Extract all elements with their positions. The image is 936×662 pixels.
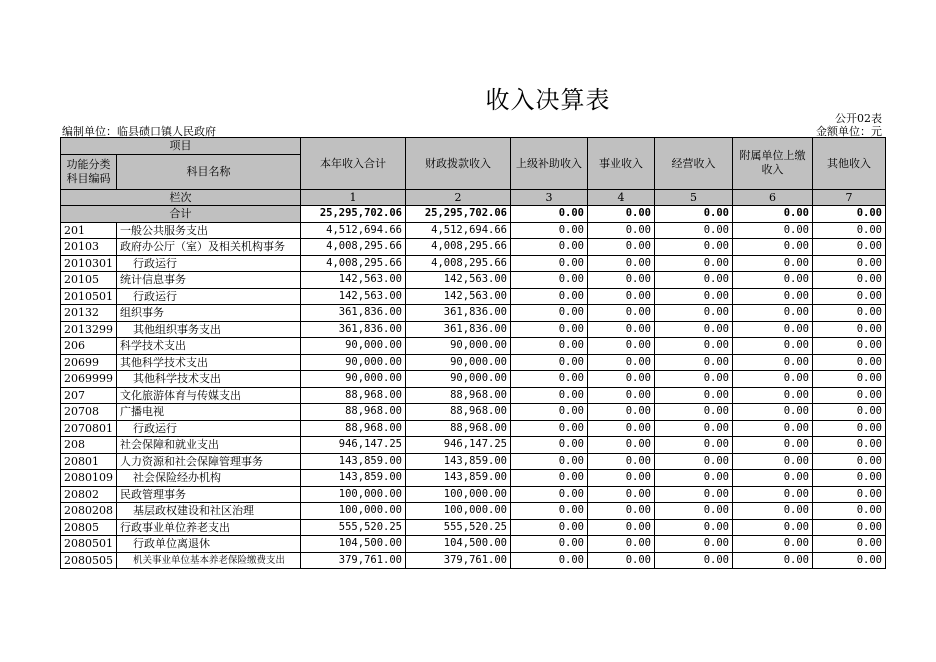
header-item: 项目	[61, 138, 301, 155]
row-value: 100,000.00	[301, 486, 406, 503]
row-code: 2080208	[61, 503, 117, 520]
row-value: 555,520.25	[406, 519, 511, 536]
row-value: 0.00	[511, 338, 588, 355]
row-value: 0.00	[655, 321, 733, 338]
row-value: 0.00	[655, 387, 733, 404]
row-value: 88,968.00	[301, 404, 406, 421]
table-row	[61, 272, 886, 289]
row-value: 0.00	[588, 404, 655, 421]
row-value: 0.00	[588, 453, 655, 470]
row-value: 0.00	[655, 437, 733, 454]
total-value: 0.00	[655, 206, 733, 223]
total-value: 0.00	[813, 206, 886, 223]
row-value: 0.00	[813, 239, 886, 256]
table-row	[61, 239, 886, 256]
row-value: 0.00	[733, 338, 813, 355]
row-value: 0.00	[813, 288, 886, 305]
row-name: 机关事业单位基本养老保险缴费支出	[117, 552, 301, 569]
row-value: 0.00	[655, 255, 733, 272]
row-value: 0.00	[588, 420, 655, 437]
row-name: 社会保障和就业支出	[117, 437, 301, 454]
header-affiliated: 附属单位上缴收入	[733, 138, 813, 190]
column-index: 7	[813, 189, 886, 206]
row-code: 207	[61, 387, 117, 404]
row-value: 142,563.00	[301, 272, 406, 289]
row-value: 100,000.00	[406, 503, 511, 520]
total-value: 0.00	[511, 206, 588, 223]
table-row	[61, 222, 886, 239]
row-code: 2010301	[61, 255, 117, 272]
row-value: 0.00	[655, 371, 733, 388]
row-value: 361,836.00	[406, 305, 511, 322]
row-name: 其他组织事务支出	[117, 321, 301, 338]
row-value: 0.00	[733, 354, 813, 371]
row-value: 0.00	[655, 486, 733, 503]
row-value: 0.00	[511, 272, 588, 289]
header-fiscal: 财政拨款收入	[406, 138, 511, 190]
row-value: 0.00	[733, 255, 813, 272]
row-value: 0.00	[733, 503, 813, 520]
row-value: 88,968.00	[406, 420, 511, 437]
row-value: 0.00	[511, 552, 588, 569]
row-value: 90,000.00	[406, 338, 511, 355]
row-value: 0.00	[655, 272, 733, 289]
row-value: 0.00	[733, 420, 813, 437]
row-value: 0.00	[655, 239, 733, 256]
row-value: 88,968.00	[301, 387, 406, 404]
column-index: 5	[655, 189, 733, 206]
row-value: 0.00	[511, 255, 588, 272]
row-code: 208	[61, 437, 117, 454]
row-value: 0.00	[511, 453, 588, 470]
row-value: 0.00	[588, 305, 655, 322]
table-row	[61, 387, 886, 404]
row-code: 2069999	[61, 371, 117, 388]
row-value: 0.00	[733, 305, 813, 322]
row-value: 0.00	[813, 387, 886, 404]
total-value: 0.00	[733, 206, 813, 223]
row-value: 0.00	[511, 239, 588, 256]
row-value: 0.00	[588, 371, 655, 388]
row-value: 0.00	[813, 404, 886, 421]
row-value: 0.00	[588, 338, 655, 355]
row-code: 2080109	[61, 470, 117, 487]
column-index: 2	[406, 189, 511, 206]
row-value: 0.00	[588, 519, 655, 536]
header-total: 本年收入合计	[301, 138, 406, 190]
row-value: 0.00	[655, 470, 733, 487]
row-name: 广播电视	[117, 404, 301, 421]
header-operating: 经营收入	[655, 138, 733, 190]
row-name: 行政事业单位养老支出	[117, 519, 301, 536]
table-row	[61, 321, 886, 338]
row-value: 0.00	[588, 255, 655, 272]
row-value: 90,000.00	[406, 371, 511, 388]
row-value: 0.00	[511, 354, 588, 371]
column-index: 1	[301, 189, 406, 206]
row-value: 0.00	[511, 222, 588, 239]
row-value: 0.00	[588, 239, 655, 256]
row-value: 0.00	[733, 437, 813, 454]
row-name: 行政单位离退休	[117, 536, 301, 553]
row-value: 0.00	[511, 371, 588, 388]
row-value: 0.00	[813, 486, 886, 503]
row-value: 88,968.00	[406, 387, 511, 404]
row-name: 民政管理事务	[117, 486, 301, 503]
row-code: 20103	[61, 239, 117, 256]
row-value: 0.00	[588, 503, 655, 520]
total-value: 0.00	[588, 206, 655, 223]
row-value: 90,000.00	[301, 338, 406, 355]
row-value: 0.00	[588, 288, 655, 305]
row-value: 0.00	[813, 354, 886, 371]
row-value: 142,563.00	[301, 288, 406, 305]
row-value: 0.00	[655, 404, 733, 421]
row-value: 143,859.00	[301, 453, 406, 470]
row-value: 0.00	[733, 321, 813, 338]
row-name: 其他科学技术支出	[117, 354, 301, 371]
column-index: 4	[588, 189, 655, 206]
row-code: 20802	[61, 486, 117, 503]
row-value: 0.00	[588, 354, 655, 371]
row-value: 4,008,295.66	[406, 255, 511, 272]
row-code: 2013299	[61, 321, 117, 338]
row-value: 379,761.00	[301, 552, 406, 569]
row-value: 88,968.00	[406, 404, 511, 421]
row-value: 0.00	[733, 387, 813, 404]
row-code: 201	[61, 222, 117, 239]
row-value: 361,836.00	[301, 305, 406, 322]
row-name: 政府办公厅（室）及相关机构事务	[117, 239, 301, 256]
total-label: 合计	[61, 206, 301, 223]
table-row	[61, 552, 886, 569]
row-code: 206	[61, 338, 117, 355]
row-value: 0.00	[733, 552, 813, 569]
row-code: 2010501	[61, 288, 117, 305]
row-value: 0.00	[733, 536, 813, 553]
row-value: 0.00	[813, 536, 886, 553]
row-name: 基层政权建设和社区治理	[117, 503, 301, 520]
row-value: 0.00	[655, 420, 733, 437]
row-value: 0.00	[655, 503, 733, 520]
table-row	[61, 371, 886, 388]
row-value: 0.00	[813, 255, 886, 272]
table-row	[61, 437, 886, 454]
row-name: 一般公共服务支出	[117, 222, 301, 239]
row-value: 0.00	[813, 222, 886, 239]
row-value: 0.00	[588, 437, 655, 454]
row-code: 2080501	[61, 536, 117, 553]
row-value: 90,000.00	[301, 354, 406, 371]
table-row	[61, 470, 886, 487]
column-index: 6	[733, 189, 813, 206]
row-value: 0.00	[588, 552, 655, 569]
row-value: 0.00	[733, 486, 813, 503]
form-number: 公开02表	[835, 112, 882, 125]
table-row	[61, 519, 886, 536]
row-name: 文化旅游体育与传媒支出	[117, 387, 301, 404]
row-value: 0.00	[511, 470, 588, 487]
row-value: 361,836.00	[301, 321, 406, 338]
row-value: 143,859.00	[301, 470, 406, 487]
row-code: 2080505	[61, 552, 117, 569]
row-value: 0.00	[511, 486, 588, 503]
row-value: 0.00	[511, 288, 588, 305]
row-value: 0.00	[733, 272, 813, 289]
table-row	[61, 255, 886, 272]
row-code: 20132	[61, 305, 117, 322]
row-value: 0.00	[733, 404, 813, 421]
table-row	[61, 503, 886, 520]
row-value: 0.00	[511, 387, 588, 404]
row-value: 0.00	[813, 437, 886, 454]
row-value: 555,520.25	[301, 519, 406, 536]
row-value: 0.00	[511, 404, 588, 421]
total-value: 25,295,702.06	[406, 206, 511, 223]
row-value: 0.00	[588, 387, 655, 404]
row-value: 4,008,295.66	[301, 255, 406, 272]
row-value: 0.00	[655, 536, 733, 553]
row-value: 4,512,694.66	[301, 222, 406, 239]
row-value: 4,008,295.66	[301, 239, 406, 256]
row-value: 0.00	[813, 503, 886, 520]
table-row	[61, 288, 886, 305]
row-value: 90,000.00	[301, 371, 406, 388]
row-name: 行政运行	[117, 255, 301, 272]
header-name: 科目名称	[117, 154, 301, 189]
row-value: 0.00	[655, 305, 733, 322]
row-name: 人力资源和社会保障管理事务	[117, 453, 301, 470]
row-value: 0.00	[588, 470, 655, 487]
row-code: 20805	[61, 519, 117, 536]
row-code: 20708	[61, 404, 117, 421]
row-value: 946,147.25	[406, 437, 511, 454]
header-other: 其他收入	[813, 138, 886, 190]
row-value: 0.00	[733, 519, 813, 536]
column-index: 3	[511, 189, 588, 206]
row-value: 0.00	[733, 371, 813, 388]
row-value: 0.00	[511, 503, 588, 520]
row-value: 0.00	[655, 552, 733, 569]
row-value: 0.00	[733, 222, 813, 239]
row-value: 946,147.25	[301, 437, 406, 454]
row-value: 0.00	[813, 305, 886, 322]
row-value: 0.00	[733, 239, 813, 256]
row-value: 0.00	[655, 354, 733, 371]
row-code: 20105	[61, 272, 117, 289]
row-value: 88,968.00	[301, 420, 406, 437]
row-value: 0.00	[655, 453, 733, 470]
table-row	[61, 354, 886, 371]
row-value: 100,000.00	[301, 503, 406, 520]
row-value: 0.00	[511, 437, 588, 454]
row-code: 2070801	[61, 420, 117, 437]
row-value: 4,008,295.66	[406, 239, 511, 256]
table-row	[61, 536, 886, 553]
row-value: 0.00	[588, 321, 655, 338]
reporting-unit: 编制单位：临县碛口镇人民政府	[62, 125, 216, 138]
row-value: 0.00	[588, 272, 655, 289]
row-value: 0.00	[511, 321, 588, 338]
row-value: 0.00	[655, 222, 733, 239]
table-row	[61, 338, 886, 355]
amount-unit: 金额单位：元	[816, 125, 882, 138]
row-value: 361,836.00	[406, 321, 511, 338]
row-value: 0.00	[813, 453, 886, 470]
row-value: 4,512,694.66	[406, 222, 511, 239]
total-value: 25,295,702.06	[301, 206, 406, 223]
header-superior: 上级补助收入	[511, 138, 588, 190]
row-value: 0.00	[511, 536, 588, 553]
row-value: 0.00	[813, 470, 886, 487]
row-value: 0.00	[813, 420, 886, 437]
row-name: 组织事务	[117, 305, 301, 322]
table-row	[61, 305, 886, 322]
row-value: 0.00	[588, 486, 655, 503]
row-value: 0.00	[813, 338, 886, 355]
row-value: 104,500.00	[406, 536, 511, 553]
row-code: 20801	[61, 453, 117, 470]
table-row	[61, 486, 886, 503]
row-name: 行政运行	[117, 288, 301, 305]
table-row	[61, 404, 886, 421]
row-value: 0.00	[655, 288, 733, 305]
row-value: 0.00	[511, 305, 588, 322]
column-index-label: 栏次	[61, 189, 301, 206]
row-value: 0.00	[813, 272, 886, 289]
row-value: 90,000.00	[406, 354, 511, 371]
row-value: 104,500.00	[301, 536, 406, 553]
table-row	[61, 453, 886, 470]
row-name: 科学技术支出	[117, 338, 301, 355]
row-value: 100,000.00	[406, 486, 511, 503]
row-name: 社会保险经办机构	[117, 470, 301, 487]
row-name: 其他科学技术支出	[117, 371, 301, 388]
row-value: 142,563.00	[406, 272, 511, 289]
row-value: 0.00	[733, 288, 813, 305]
row-value: 0.00	[511, 420, 588, 437]
row-value: 0.00	[813, 321, 886, 338]
table-row	[61, 420, 886, 437]
row-value: 379,761.00	[406, 552, 511, 569]
row-name: 统计信息事务	[117, 272, 301, 289]
row-value: 0.00	[813, 552, 886, 569]
header-business: 事业收入	[588, 138, 655, 190]
row-value: 0.00	[588, 222, 655, 239]
page-title: 收入决算表	[485, 86, 611, 114]
row-value: 0.00	[655, 338, 733, 355]
row-value: 143,859.00	[406, 453, 511, 470]
row-value: 0.00	[733, 470, 813, 487]
header-code: 功能分类科目编码	[61, 154, 117, 189]
revenue-table	[60, 137, 886, 569]
row-value: 0.00	[588, 536, 655, 553]
row-name: 行政运行	[117, 420, 301, 437]
row-value: 0.00	[813, 371, 886, 388]
row-value: 0.00	[733, 453, 813, 470]
row-code: 20699	[61, 354, 117, 371]
row-value: 142,563.00	[406, 288, 511, 305]
row-value: 0.00	[655, 519, 733, 536]
row-value: 0.00	[813, 519, 886, 536]
row-value: 0.00	[511, 519, 588, 536]
row-value: 143,859.00	[406, 470, 511, 487]
